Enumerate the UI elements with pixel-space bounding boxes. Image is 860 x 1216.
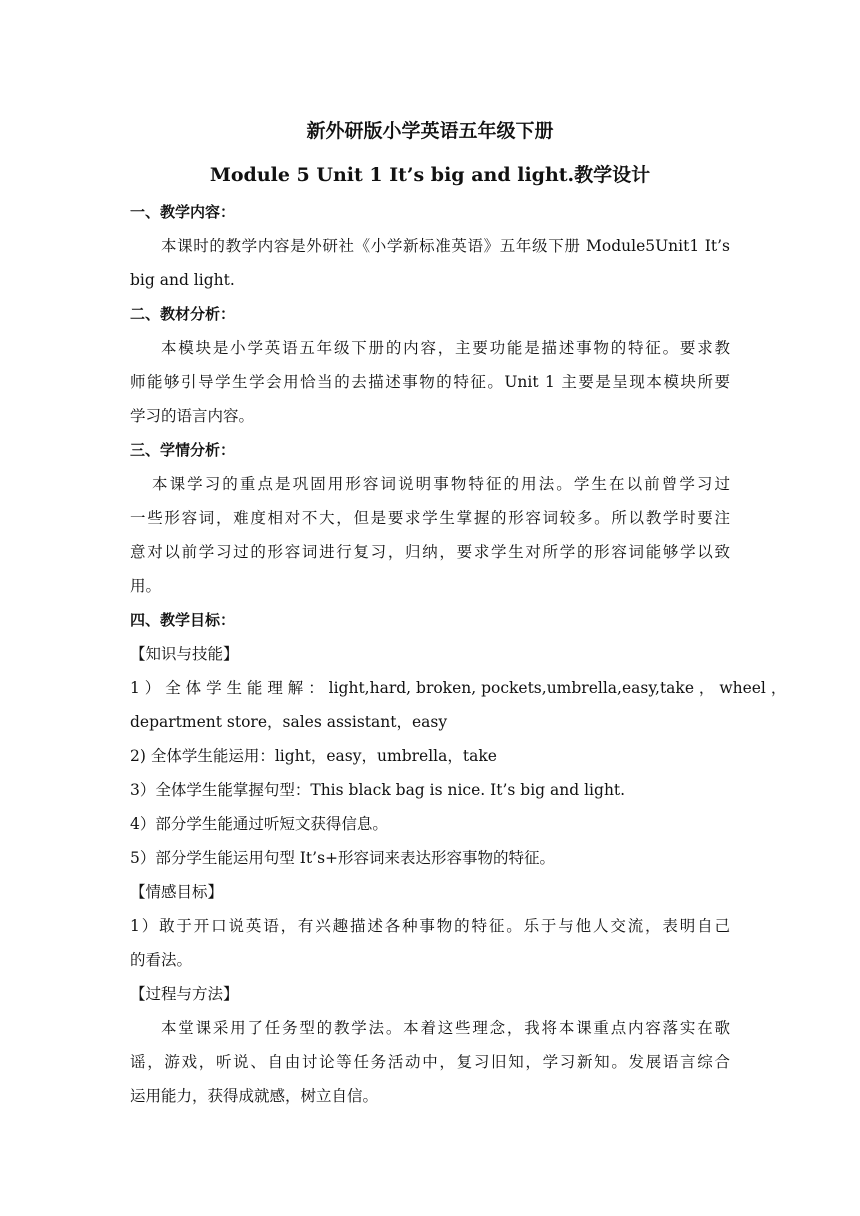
paragraph-line: 本堂课采用了任务型的教学法。本着这些理念，我将本课重点内容落实在歌	[161, 1019, 730, 1037]
list-item: 3）全体学生能掌握句型：This black bag is nice. It’s big and light.	[130, 781, 626, 799]
paragraph-line: 本课学习的重点是巩固用形容词说明事物特征的用法。学生在以前曾学习过	[152, 475, 730, 493]
document-title: 新外研版小学英语五年级下册	[306, 120, 554, 142]
section-heading-content: 一、教学内容：	[130, 203, 236, 221]
list-item: 5）部分学生能运用句型 It’s+形容词来表达形容事物的特征。	[130, 849, 556, 867]
list-item: 的看法。	[130, 951, 193, 969]
subheading-emotion: 【情感目标】	[130, 883, 224, 901]
paragraph-line: 一些形容词，难度相对不大，但是要求学生掌握的形容词较多。所以教学时要注	[130, 509, 730, 527]
paragraph-line: 谣，游戏，听说、自由讨论等任务活动中，复习旧知，学习新知。发展语言综合	[130, 1053, 730, 1071]
list-item: 1）敢于开口说英语，有兴趣描述各种事物的特征。乐于与他人交流，表明自己	[130, 917, 730, 935]
paragraph-line: 用。	[130, 577, 162, 595]
document-subtitle: Module 5 Unit 1 It’s big and light.教学设计	[209, 164, 651, 186]
paragraph-line: 运用能力，获得成就感，树立自信。	[130, 1087, 379, 1105]
list-item: 2) 全体学生能运用：light，easy，umbrella，take	[130, 747, 497, 765]
section-heading-students: 三、学情分析：	[130, 441, 236, 459]
list-item: 1 ） 全 体 学 生 能 理 解 ： light,hard, broken, pockets,umbrella,easy,take ， wheel ，	[130, 679, 787, 697]
paragraph-line: 本模块是小学英语五年级下册的内容，主要功能是描述事物的特征。要求教	[161, 339, 730, 357]
paragraph-line: big and light.	[130, 271, 235, 289]
subheading-knowledge: 【知识与技能】	[130, 645, 239, 663]
list-item: department store，sales assistant，easy	[130, 713, 448, 731]
paragraph-line: 意对以前学习过的形容词进行复习，归纳，要求学生对所学的形容词能够学以致	[130, 543, 730, 561]
section-heading-goals: 四、教学目标：	[130, 611, 236, 629]
subheading-process: 【过程与方法】	[130, 985, 239, 1003]
paragraph-line: 本课时的教学内容是外研社《小学新标准英语》五年级下册 Module5Unit1 It’s	[161, 237, 730, 255]
paragraph-line: 学习的语言内容。	[130, 407, 255, 425]
paragraph-line: 师能够引导学生学会用恰当的去描述事物的特征。Unit 1 主要是呈现本模块所要	[130, 373, 730, 391]
section-heading-material: 二、教材分析：	[130, 305, 236, 323]
list-item: 4）部分学生能通过听短文获得信息。	[130, 815, 388, 833]
